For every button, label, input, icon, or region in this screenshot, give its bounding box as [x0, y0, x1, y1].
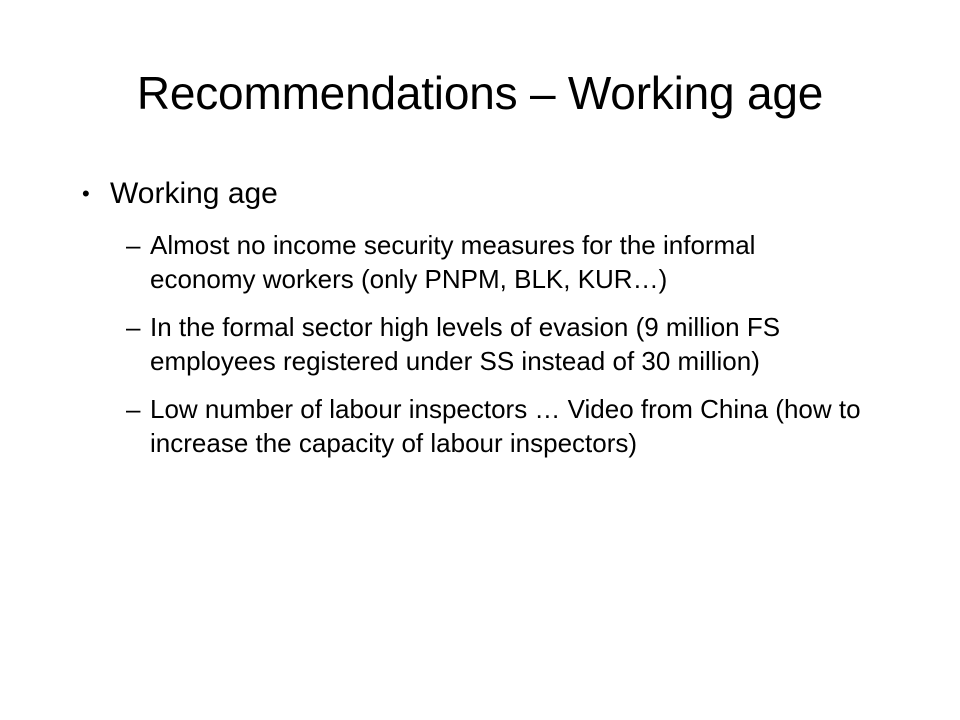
bullet-text: Working age: [110, 177, 278, 210]
sub-bullet-marker: –: [126, 394, 141, 424]
bullet-item: [82, 172, 278, 216]
bullet-marker: •: [82, 181, 90, 206]
sub-bullet-item: [126, 228, 861, 296]
sub-bullet-list: [126, 228, 861, 474]
slide-title: Recommendations – Working age: [136, 67, 824, 119]
sub-bullet-marker: –: [126, 312, 141, 342]
sub-bullet-item: [126, 392, 861, 460]
sub-bullet-text: In the formal sector high levels of evasion (9 million FS employees registered under SS instead of 30 million): [150, 312, 781, 376]
sub-bullet-marker: –: [126, 230, 141, 260]
sub-bullet-item: [126, 310, 861, 378]
sub-bullet-text: Low number of labour inspectors … Video from China (how to increase the capacity of labour inspectors): [150, 394, 861, 458]
sub-bullet-text: Almost no income security measures for the informal economy workers (only PNPM, BLK, KUR…): [150, 230, 756, 294]
